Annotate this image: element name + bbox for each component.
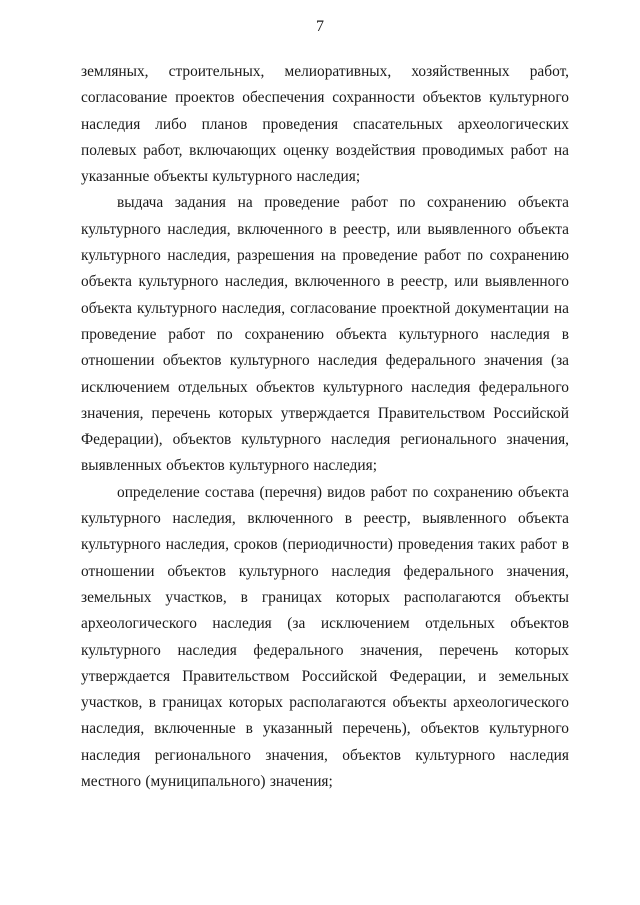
paragraph-task-issuance: выдача задания на проведение работ по сохранению объекта культурного наследия, включенного в реестр, или выявленного объекта культурного наследия, разрешения на проведение работ по сохранению объекта культурного наследия, включенного в реестр, или выявленного объекта культурного наследия, согласование проектной документации на проведение работ по сохранению объекта культурного наследия в отношении объектов культурного наследия федерального значения (за исключением отдельных объектов культурного наследия федерального значения, перечень которых утверждается Правительством Российской Федерации), объектов культурного наследия регионального значения, выявленных объектов культурного наследия;	[81, 194, 569, 475]
paragraph-continuation: земляных, строительных, мелиоративных, хозяйственных работ, согласование проектов обеспечения сохранности объектов культурного наследия либо планов проведения спасательных археологических полевых работ, включающих оценку воздействия проводимых работ на указанные объекты культурного наследия;	[81, 63, 569, 186]
document-body	[81, 59, 569, 795]
paragraph-works-definition: определение состава (перечня) видов работ по сохранению объекта культурного наследия, включенного в реестр, выявленного объекта культурного наследия, сроков (периодичности) проведения таких работ в отношении объектов культурного наследия федерального значения, земельных участков, в границах которых располагаются объекты археологического наследия (за исключением отдельных объектов культурного наследия федерального значения, перечень которых утверждается Правительством Российской Федерации, и земельных участков, в границах которых располагаются объекты археологического наследия, включенные в указанный перечень), объектов культурного наследия регионального значения, объектов культурного наследия местного (муниципального) значения;	[81, 483, 569, 791]
page-number: 7	[316, 18, 324, 35]
